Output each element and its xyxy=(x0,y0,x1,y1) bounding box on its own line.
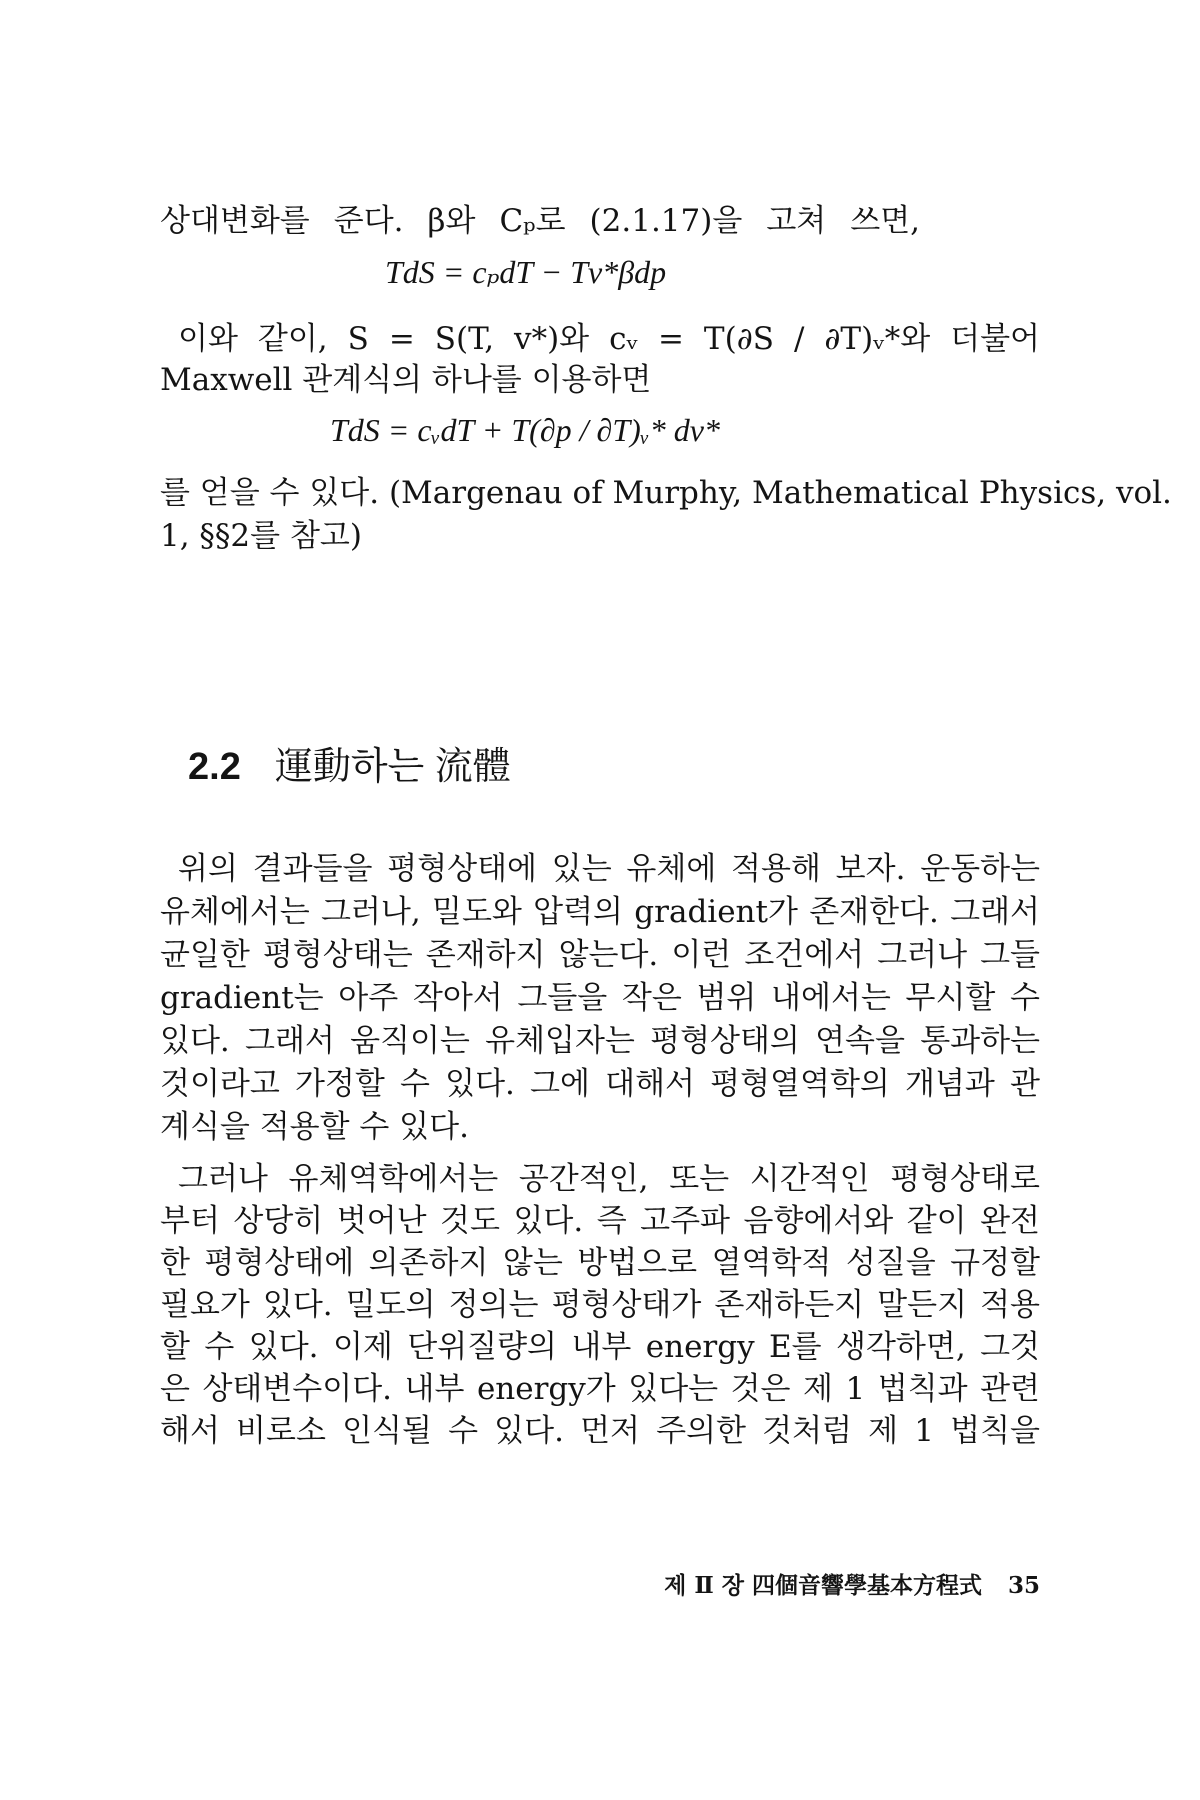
chapter-title: 제 Ⅱ 장 四個音響學基本方程式 xyxy=(664,1572,982,1599)
text-line: 를 얻을 수 있다. (Margenau of Murphy, Mathematical Physics, vol. xyxy=(160,475,1172,511)
section-number: 2.2 xyxy=(188,746,241,788)
paragraph-line: 부터 상당히 벗어난 것도 있다. 즉 고주파 음향에서와 같이 완전 xyxy=(160,1203,1040,1239)
paragraph-line: 한 평형상태에 의존하지 않는 방법으로 열역학적 성질을 규정할 xyxy=(160,1245,1040,1281)
paragraph-line: 필요가 있다. 밀도의 정의는 평형상태가 존재하든지 말든지 적용 xyxy=(160,1287,1040,1323)
text-line: 상대변화를 준다. β와 Cₚ로 (2.1.17)을 고쳐 쓰면, xyxy=(160,203,920,239)
paragraph-line: 할 수 있다. 이제 단위질량의 내부 energy E를 생각하면, 그것 xyxy=(160,1329,1040,1365)
paragraph-line: 것이라고 가정할 수 있다. 그에 대해서 평형열역학의 개념과 관 xyxy=(160,1066,1040,1102)
section-title: 運動하는 流體 xyxy=(274,746,511,788)
paragraph-line: 해서 비로소 인식될 수 있다. 먼저 주의한 것처럼 제 1 법칙을 xyxy=(160,1413,1040,1449)
text-line: Maxwell 관계식의 하나를 이용하면 xyxy=(160,362,652,398)
equation-1: TdS = cₚdT − Tv*βdp xyxy=(385,254,667,290)
paragraph-line: 그러나 유체역학에서는 공간적인, 또는 시간적인 평형상태로 xyxy=(178,1161,1040,1197)
paragraph-line: 있다. 그래서 움직이는 유체입자는 평형상태의 연속을 통과하는 xyxy=(160,1023,1040,1059)
section-heading xyxy=(188,735,511,790)
paragraph-line: 유체에서는 그러나, 밀도와 압력의 gradient가 존재한다. 그래서 xyxy=(160,894,1040,930)
equation-2: TdS = cᵥdT + T(∂p / ∂T)ᵥ* dv* xyxy=(330,412,720,448)
page-footer xyxy=(615,1567,1040,1600)
text-line: 1, §§2를 참고) xyxy=(160,518,362,554)
paragraph-line: 은 상태변수이다. 내부 energy가 있다는 것은 제 1 법칙과 관련 xyxy=(160,1371,1040,1407)
text-line: 이와 같이, S = S(T, v*)와 cᵥ = T(∂S / ∂T)ᵥ*와 더불어 xyxy=(178,321,1040,357)
page-number: 35 xyxy=(1007,1572,1040,1599)
paragraph-line: 계식을 적용할 수 있다. xyxy=(160,1109,469,1145)
paragraph-line: 위의 결과들을 평형상태에 있는 유체에 적용해 보자. 운동하는 xyxy=(178,851,1040,887)
paragraph-line: 균일한 평형상태는 존재하지 않는다. 이런 조건에서 그러나 그들 xyxy=(160,937,1040,973)
paragraph-line: gradient는 아주 작아서 그들을 작은 범위 내에서는 무시할 수 xyxy=(160,980,1040,1016)
